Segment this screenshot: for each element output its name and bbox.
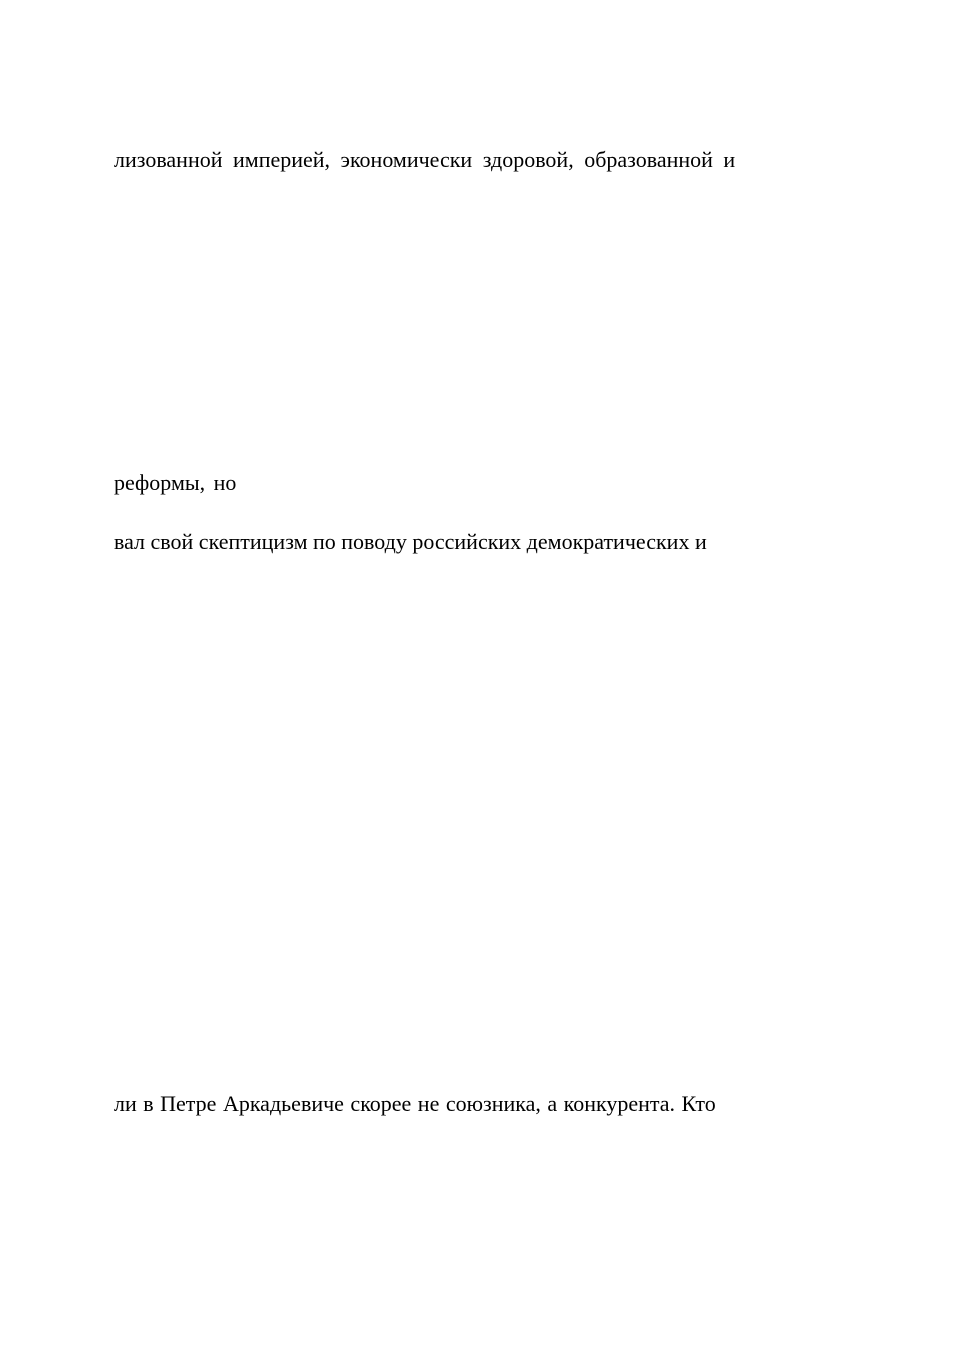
text-line-4: ли в Петре Аркадьевиче скорее не союзника, а конкурента. Кто xyxy=(114,1091,716,1116)
text-line-3: вал свой скептицизм по поводу российских демократических и xyxy=(114,529,707,554)
text-line-1: лизованной империей, экономически здоровой, образованной и xyxy=(114,147,736,172)
text-line-2: реформы, но xyxy=(114,470,237,495)
